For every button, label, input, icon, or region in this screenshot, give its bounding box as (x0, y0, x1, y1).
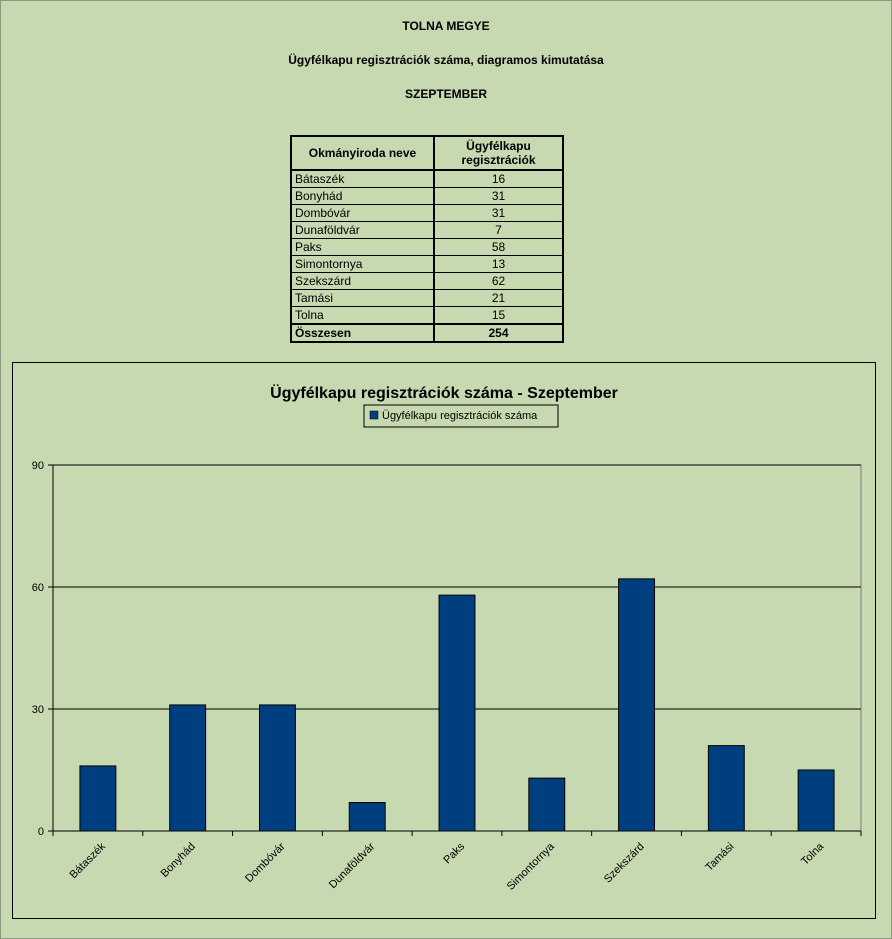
x-tick-label: Paks (441, 840, 468, 867)
x-tick-label: Szekszárd (601, 840, 647, 886)
registration-count-cell: 62 (434, 273, 563, 290)
y-tick-label: 30 (31, 704, 44, 716)
bar-dunaföldvár (349, 803, 385, 831)
office-name-cell: Paks (291, 239, 434, 256)
office-name-cell: Tolna (291, 307, 434, 325)
bar-dombóvár (259, 705, 295, 831)
x-tick-label: Dombóvár (243, 840, 288, 886)
office-name-cell: Dunaföldvár (291, 222, 434, 239)
registration-count-cell: 15 (434, 307, 563, 325)
registration-count-cell: 58 (434, 239, 563, 256)
x-tick-label: Bátaszék (67, 840, 109, 882)
bar-simontornya (529, 778, 565, 831)
col-header-name: Okmányiroda neve (291, 136, 434, 170)
registration-count-cell: 13 (434, 256, 563, 273)
y-tick-label: 90 (31, 460, 44, 472)
bar-bonyhád (170, 705, 206, 831)
bar-bátaszék (80, 766, 116, 831)
bar-tolna (798, 770, 834, 831)
bar-szekszárd (619, 579, 655, 831)
chart-title: Ügyfélkapu regisztrációk száma - Szeptember (270, 385, 618, 402)
y-tick-label: 0 (37, 826, 44, 838)
x-tick-label: Tolna (799, 840, 827, 868)
registration-count-cell: 31 (434, 188, 563, 205)
registration-count-cell: 21 (434, 290, 563, 307)
county-title: TOLNA MEGYE (402, 19, 490, 33)
registration-count-cell: 7 (434, 222, 563, 239)
y-tick-label: 60 (31, 582, 44, 594)
total-value-cell: 254 (434, 324, 563, 342)
col-header-value-text: Ügyfélkapu regisztrációk (461, 139, 536, 167)
office-name-cell: Tamási (291, 290, 434, 307)
office-name-cell: Simontornya (291, 256, 434, 273)
office-name-cell: Dombóvár (291, 205, 434, 222)
x-tick-label: Bonyhád (158, 840, 198, 880)
registration-count-cell: 31 (434, 205, 563, 222)
x-tick-label: Simontornya (504, 840, 557, 893)
office-name-cell: Bátaszék (291, 170, 434, 188)
total-label-cell: Összesen (291, 324, 434, 342)
bar-tamási (708, 746, 744, 831)
report-subtitle: Ügyfélkapu regisztrációk száma, diagramos kimutatása (288, 53, 604, 67)
legend-label: Ügyfélkapu regisztrációk száma (382, 410, 538, 422)
month-title: SZEPTEMBER (404, 87, 487, 101)
x-tick-label: Tamási (703, 840, 737, 874)
office-name-cell: Szekszárd (291, 273, 434, 290)
registration-count-cell: 16 (434, 170, 563, 188)
legend-swatch (370, 411, 378, 419)
x-tick-label: Dunaföldvár (326, 840, 378, 892)
office-name-cell: Bonyhád (291, 188, 434, 205)
bar-paks (439, 595, 475, 831)
